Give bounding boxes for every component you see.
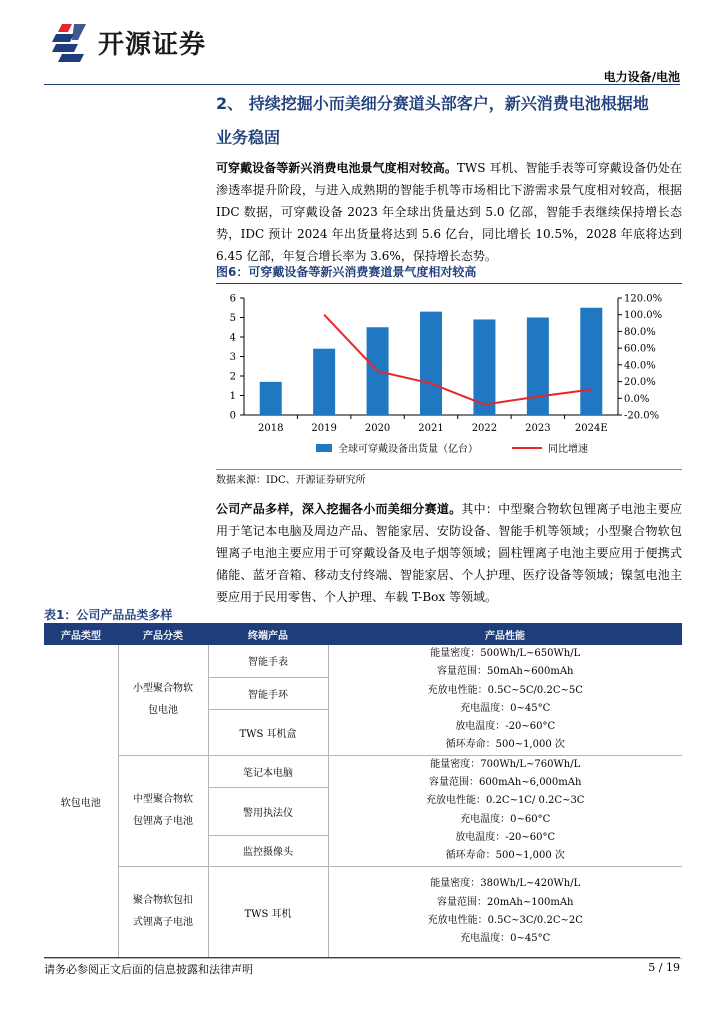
terminal-product-cell: TWS 耳机 xyxy=(208,866,328,958)
section-title-line1: 2、 持续挖掘小而美细分赛道头部客户，新兴消费电池根据地 xyxy=(216,94,649,113)
terminal-product-cell: 笔记本电脑 xyxy=(208,755,328,787)
x-tick-label: 2023 xyxy=(525,423,551,434)
performance-line: 容量范围：600mAh~6,000mAh xyxy=(429,777,582,789)
right-tick-label: 20.0% xyxy=(624,377,656,389)
performance-line: 充电温度：0~45°C xyxy=(460,702,551,714)
paragraph-body: 其中：中型聚合物软包锂离子电池主要应用于笔记本电脑及周边产品、智能家居、安防设备、智能手机等领域；小型聚合物软包锂离子电池主要应用于可穿戴设备及电子烟等领域；圆柱锂离子电池主要应用于便携式储能、蓝牙音箱、移动支付终端、智能家居、个人护理、医疗设备等领域；镍氢电池主要应用于民用零售、个人护理、车载 T-Box 等领域。 xyxy=(216,502,682,604)
performance-line: 循环寿命：500~1,000 次 xyxy=(445,850,565,862)
performance-line: 充电温度：0~60°C xyxy=(460,813,551,825)
table-row xyxy=(44,866,682,958)
right-tick-label: 100.0% xyxy=(624,310,663,322)
legend-label-growth: 同比增速 xyxy=(548,444,588,455)
x-tick-label: 2022 xyxy=(471,423,498,434)
x-tick-label: 2020 xyxy=(364,423,391,434)
shipment-chart xyxy=(216,284,682,466)
performance-cell xyxy=(328,645,682,755)
performance-line: 充放电性能：0.2C~1C/ 0.2C~3C xyxy=(426,795,585,807)
table-header-row xyxy=(44,623,682,645)
logo-text: 开源证券 xyxy=(98,29,207,60)
logo-mark-icon xyxy=(48,22,88,62)
table-row xyxy=(44,755,682,787)
table-header-cell: 产品性能 xyxy=(328,623,682,645)
x-tick-label: 2021 xyxy=(418,423,444,434)
paragraph-lead: 公司产品多样，深入挖掘各小而美细分赛道。 xyxy=(216,502,462,516)
section-title-line2: 业务稳固 xyxy=(216,128,281,147)
left-tick-label: 6 xyxy=(229,293,236,305)
left-tick-label: 1 xyxy=(229,391,236,402)
x-tick-label: 2018 xyxy=(257,423,284,434)
line-growth-rate xyxy=(324,315,591,405)
header-divider xyxy=(44,84,680,85)
figure-source: 数据来源：IDC、开源证券研究所 xyxy=(216,469,682,490)
chart-container xyxy=(216,284,682,466)
left-tick-label: 3 xyxy=(229,352,236,363)
footer-divider xyxy=(44,957,680,958)
product-category-cell xyxy=(118,755,208,866)
paragraph-body: TWS 耳机、智能手表等可穿戴设备仍处在渗透率提升阶段，与进入成熟期的智能手机等市场相比下游需求景气度相对较高，根据 IDC 数据，可穿戴设备 2023 年全球出货量达到 5.0 亿部，智能手表继续保持增长态势，IDC 预计 2024 年出货量将达到 5.6 亿台，同比增长 10.5%，2028 年底将达到 6.45 亿部，年复合增长率为 3.6%，保持增长态势。 xyxy=(216,161,682,263)
footer-disclaimer: 请务必参阅正文后面的信息披露和法律声明 xyxy=(44,963,253,976)
performance-line: 能量密度：700Wh/L~760Wh/L xyxy=(430,758,581,770)
category-line: 包电池 xyxy=(148,704,178,716)
performance-line: 容量范围：20mAh~100mAh xyxy=(437,896,574,908)
performance-cell xyxy=(328,755,682,866)
table-header-cell: 终端产品 xyxy=(208,623,328,645)
left-tick-label: 0 xyxy=(229,410,236,422)
performance-line: 能量密度：500Wh/L~650Wh/L xyxy=(430,648,581,659)
left-tick-label: 4 xyxy=(229,332,236,344)
performance-line: 充放电性能：0.5C~3C/0.2C~2C xyxy=(427,915,583,927)
performance-line: 充放电性能：0.5C~5C/0.2C~5C xyxy=(427,684,583,696)
left-tick-label: 2 xyxy=(229,371,236,383)
performance-line: 放电温度：-20~60°C xyxy=(455,721,556,733)
bar-shipment xyxy=(527,318,549,416)
category-line: 式锂离子电池 xyxy=(133,917,193,929)
right-tick-label: 40.0% xyxy=(624,360,656,372)
product-type-cell: 软包电池 xyxy=(44,645,118,958)
legend-swatch-bar xyxy=(316,444,332,452)
terminal-product-cell: TWS 耳机盒 xyxy=(208,709,328,755)
category-line: 聚合物软包扣 xyxy=(133,895,193,907)
report-category: 电力设备/电池 xyxy=(603,70,680,84)
product-table xyxy=(44,623,682,959)
terminal-product-cell: 智能手表 xyxy=(208,645,328,677)
table-header-cell: 产品分类 xyxy=(118,623,208,645)
performance-line: 充电温度：0~45°C xyxy=(460,933,551,945)
right-tick-label: 80.0% xyxy=(624,326,656,338)
product-category-cell xyxy=(118,866,208,958)
bar-shipment xyxy=(313,349,335,415)
right-tick-label: -20.0% xyxy=(624,410,660,422)
right-tick-label: 120.0% xyxy=(624,293,663,305)
product-category-cell xyxy=(118,645,208,755)
x-tick-label: 2019 xyxy=(311,423,337,434)
right-tick-label: 0.0% xyxy=(624,393,650,405)
performance-line: 容量范围：50mAh~600mAh xyxy=(437,666,574,678)
x-tick-label: 2024E xyxy=(574,423,608,434)
bar-shipment xyxy=(580,308,602,415)
paragraph-wearables xyxy=(216,157,682,267)
left-tick-label: 5 xyxy=(229,313,236,324)
performance-line: 能量密度：380Wh/L~420Wh/L xyxy=(430,878,581,890)
logo xyxy=(48,20,206,64)
right-tick-label: 60.0% xyxy=(624,343,656,355)
figure-title: 图6：可穿戴设备等新兴消费赛道景气度相对较高 xyxy=(216,263,682,284)
page-number: 5 / 19 xyxy=(648,961,680,974)
category-line: 中型聚合物软 xyxy=(133,793,193,805)
table-title: 表1：公司产品品类多样 xyxy=(44,608,173,622)
legend-label-shipment: 全球可穿戴设备出货量（亿台） xyxy=(338,444,478,455)
terminal-product-cell: 警用执法仪 xyxy=(208,788,328,836)
performance-cell xyxy=(328,866,682,958)
terminal-product-cell: 智能手环 xyxy=(208,677,328,709)
table-row xyxy=(44,645,682,677)
bar-shipment xyxy=(420,312,442,415)
terminal-product-cell: 监控摄像头 xyxy=(208,836,328,866)
paragraph-lead: 可穿戴设备等新兴消费电池景气度相对较高。 xyxy=(216,161,457,175)
bar-shipment xyxy=(260,382,282,415)
category-line: 包锂离子电池 xyxy=(133,815,193,827)
performance-line: 放电温度：-20~60°C xyxy=(455,831,556,843)
category-line: 小型聚合物软 xyxy=(133,682,193,694)
paragraph-products xyxy=(216,498,682,608)
performance-line: 循环寿命：500~1,000 次 xyxy=(445,739,565,751)
table-header-cell: 产品类型 xyxy=(44,623,118,645)
